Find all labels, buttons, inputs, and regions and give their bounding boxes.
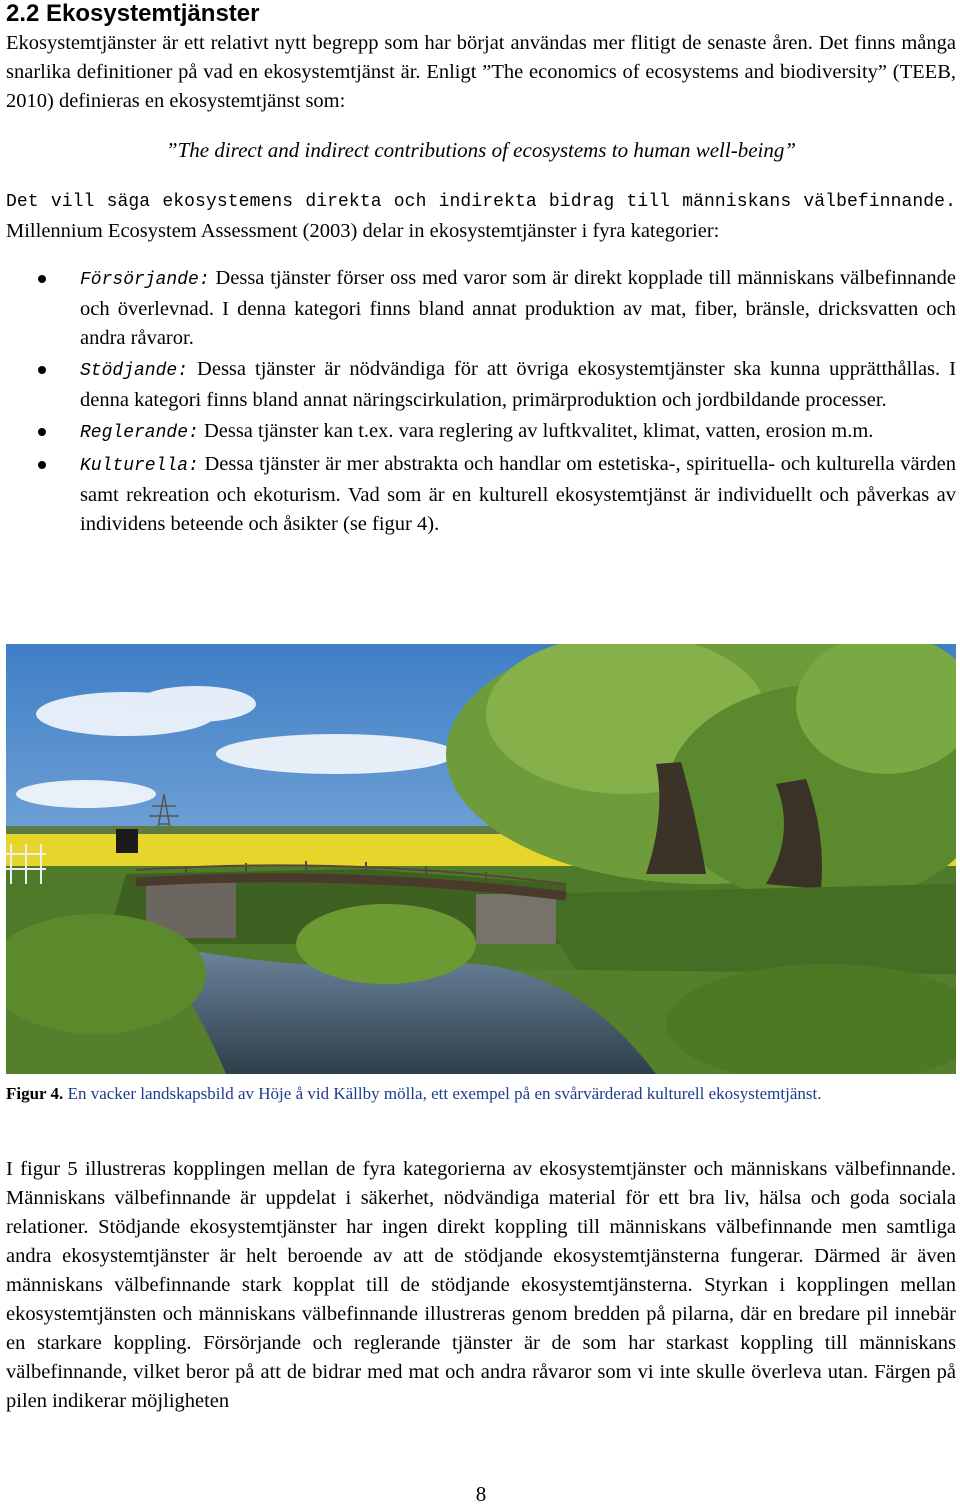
explanation-courier-text: Det vill säga ekosystemens direkta och indirekta bidrag till människans välbefinnande. [6,192,956,212]
list-item [6,417,956,448]
bullet-icon [38,275,46,283]
mailbox [116,829,138,853]
bullet-icon [38,461,46,469]
explanation-paragraph [6,186,956,246]
category-text: Dessa tjänster förser oss med varor som är direkt kopplade till människans välbefinnande och överlevnad. [80,267,956,320]
intro-paragraph: Ekosystemtjänster är ett relativt nytt begrepp som har börjat användas mer flitigt de senaste åren. Det finns många snarlika definitioner på vad en ekosystemtjänst är. Enligt ”The economics of ecosystems and biodiversity” (TEEB, 2010) definieras en ekosystemtjänst som: [6,32,956,112]
landscape-illustration [6,644,956,1074]
figure-caption [6,1082,956,1105]
category-term: Stödjande: [80,361,189,381]
figure-label: Figur 4. [6,1084,64,1103]
list-item [6,355,956,415]
bullet-icon [38,428,46,436]
category-text: Dessa tjänster är nödvändiga för att övriga ekosystemtjänster ska kunna upprätthållas. [188,358,941,380]
list-item [6,264,956,353]
category-text: Dessa tjänster kan t.ex. vara reglering av luftkvalitet, klimat, vatten, erosion m.m. [198,420,874,442]
page-number: 8 [475,1482,487,1506]
landscape-photo [6,644,956,1074]
category-term: Kulturella: [80,456,199,476]
category-list [6,264,956,541]
category-text-rest: I denna kategori finns bland annat näringscirkulation, primärproduktion och jordbildande processer. [80,358,956,411]
category-term: Försörjande: [80,270,210,290]
figure-caption-text: En vacker landskapsbild av Höje å vid Källby mölla, ett exempel på en svårvärderad kulturell ekosystemtjänst. [63,1084,822,1103]
list-item [6,450,956,539]
category-text: Dessa tjänster är mer abstrakta och handlar om estetiska-, spirituella- och kulturella värden samt rekreation och ekoturism. Vad som är en kulturell ekosystemtjänst är individuellt och påverkas av individens beteende och åsikter (se figur 4). [80,453,956,535]
category-text-rest: I denna kategori finns bland annat produktion av mat, fiber, bränsle, dricksvatten och andra råvaror. [80,298,957,349]
teeb-definition-quote: ”The direct and indirect contributions of ecosystems to human well-being” [165,138,797,162]
closing-paragraph: I figur 5 illustreras kopplingen mellan de fyra kategorierna av ekosystemtjänster och människans välbefinnande. Människans välbefinnande är uppdelat i säkerhet, nödvändiga material för ett bra liv, hälsa och goda sociala relationer. Stödjande ekosystemtjänster har ingen direkt koppling till människans välbefinnande men samtliga andra ekosystemtjänster är helt beroende av att de stödjande ekosystemtjänsterna fungerar. Därmed är även människans välbefinnande stark kopplat till de stödjande ekosystemtjänsterna. Styrkan i kopplingen mellan ekosystemtjänsten och människans välbefinnande illustreras genom bredden på pilarna, där en bredare pil innebär en starkare koppling. Försörjande och reglerande tjänster är de som har starkast koppling till människans välbefinnande, vilket beror på att de bidrar med mat och andra råvaror som vi inte skulle överleva utan. Färgen på pilen indikerar möjligheten [6,1158,956,1412]
document-page [6,0,956,1507]
fence [6,844,46,884]
bullet-icon [38,366,46,374]
explanation-rest-text: Millennium Ecosystem Assessment (2003) delar in ekosystemtjänster i fyra kategorier: [6,220,720,242]
section-heading: 2.2 Ekosystemtjänster [6,0,260,27]
category-term: Reglerande: [80,423,199,443]
